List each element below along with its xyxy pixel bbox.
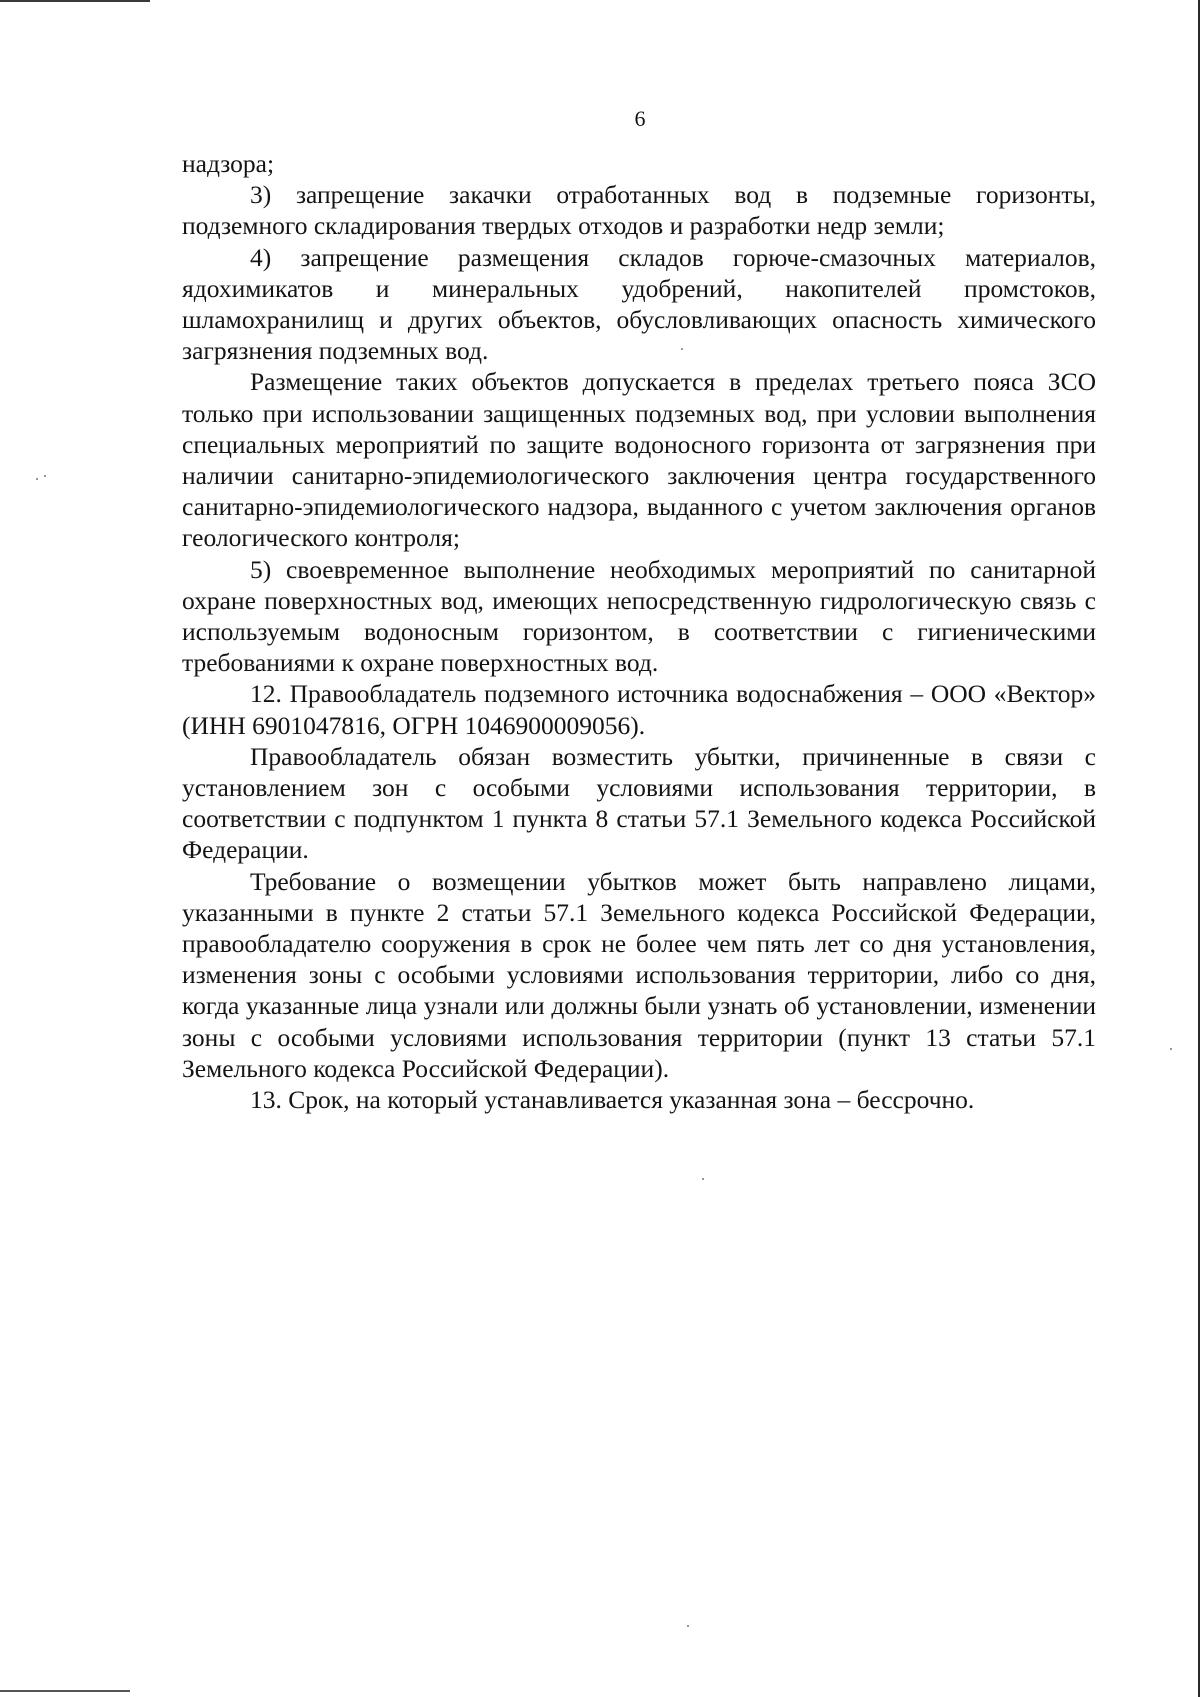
paragraph: Правообладатель обязан возместить убытки, причиненные в связи с установлением зон с особыми условиями использования территории, в соответствии с подпунктом 1 пункта 8 статьи 57.1 Земельного кодекса Российской Федерации. <box>182 741 1096 865</box>
scan-speck <box>44 475 46 477</box>
scan-speck <box>702 1178 704 1180</box>
scan-speck <box>687 1625 689 1627</box>
paragraph: Размещение таких объектов допускается в пределах третьего пояса ЗСО только при использовании защищенных подземных вод, при условии выполнения специальных мероприятий по защите водоносного горизонта от загрязнения при наличии санитарно-эпидемиологического заключения центра государственного санитарно-эпидемиологического надзора, выданного с учетом заключения органов геологического контроля; <box>182 367 1096 553</box>
paragraph: надзора; <box>182 149 275 178</box>
paragraph: 13. Срок, на который устанавливается указанная зона – бессрочно. <box>250 1085 975 1115</box>
scan-speck <box>36 478 38 480</box>
document-body <box>182 148 1096 1115</box>
paragraph: 4) запрещение размещения складов горюче-смазочных материалов, ядохимикатов и минеральных удобрений, накопителей промстоков, шламохранилищ и других объектов, обусловливающих опасность химического загрязнения подземных вод. <box>182 242 1096 366</box>
paragraph: 12. Правообладатель подземного источника водоснабжения – ООО «Вектор» (ИНН 6901047816, ОГРН 1046900009056). <box>182 679 1096 740</box>
scan-edge-bottom <box>0 1690 130 1692</box>
paragraph: Требование о возмещении убытков может быть направлено лицами, указанными в пункте 2 статьи 57.1 Земельного кодекса Российской Федерации, правообладателю сооружения в срок не более чем пять лет со дня установления, изменения зоны с особыми условиями использования территории, либо со дня, когда указанные лица узнали или должны были узнать об установлении, изменении зоны с особыми условиями использования территории (пункт 13 статьи 57.1 Земельного кодекса Российской Федерации). <box>182 866 1096 1083</box>
scan-edge-top <box>0 0 150 2</box>
paragraph: 5) своевременное выполнение необходимых мероприятий по санитарной охране поверхностных вод, имеющих непосредственную гидрологическую связь с используемым водоносным горизонтом, в соответствии с гигиеническими требованиями к охране поверхностных вод. <box>182 554 1096 678</box>
paragraph: 3) запрещение закачки отработанных вод в подземные горизонты, подземного складирования твердых отходов и разработки недр земли; <box>182 180 1096 241</box>
scan-speck <box>1170 1048 1172 1050</box>
page-number: 6 <box>634 106 646 131</box>
